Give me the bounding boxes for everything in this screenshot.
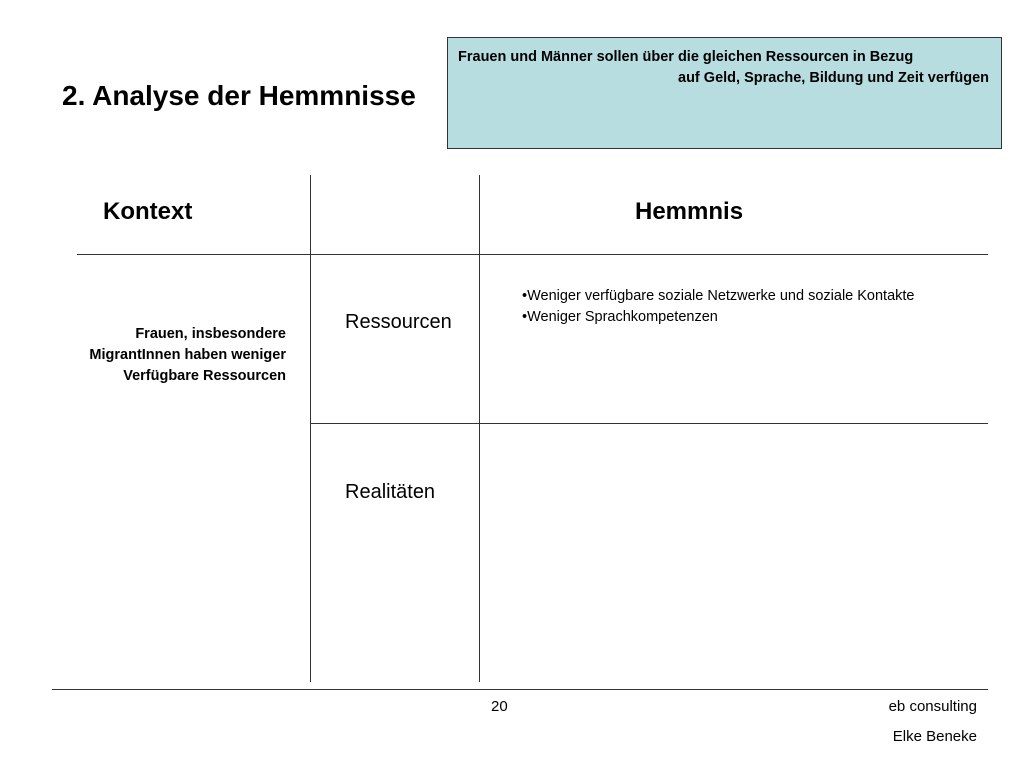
- grid-header-separator: [77, 254, 988, 255]
- context-line: MigrantInnen haben weniger: [89, 347, 286, 363]
- grid-vertical-line-right: [479, 175, 480, 682]
- goal-statement-line-1: Frauen und Männer sollen über die gleichen Ressourcen in Bezug: [458, 49, 914, 65]
- category-resources: Ressourcen: [345, 311, 452, 333]
- obstacle-item: • Weniger Sprachkompetenzen: [522, 307, 962, 328]
- context-description: [40, 324, 286, 387]
- category-realities: Realitäten: [345, 481, 436, 503]
- column-header-obstacle: Hemmnis: [635, 198, 744, 225]
- obstacle-list: [522, 286, 962, 328]
- footer-separator: [52, 689, 988, 690]
- goal-statement-line-2: auf Geld, Sprache, Bildung und Zeit verfügen: [678, 70, 989, 86]
- grid-row-separator: [310, 423, 988, 424]
- goal-statement-box: [447, 37, 1002, 149]
- context-line: Verfügbare Ressourcen: [123, 368, 286, 384]
- footer-company: eb consulting: [888, 698, 977, 715]
- context-line: Frauen, insbesondere: [135, 326, 286, 342]
- obstacle-item: • Weniger verfügbare soziale Netzwerke und soziale Kontakte: [522, 286, 962, 307]
- grid-vertical-line-left: [310, 175, 311, 682]
- slide-title: 2. Analyse der Hemmnisse: [62, 80, 416, 111]
- footer-author: Elke Beneke: [892, 728, 977, 745]
- column-header-context: Kontext: [103, 198, 193, 225]
- page-number: 20: [491, 698, 508, 715]
